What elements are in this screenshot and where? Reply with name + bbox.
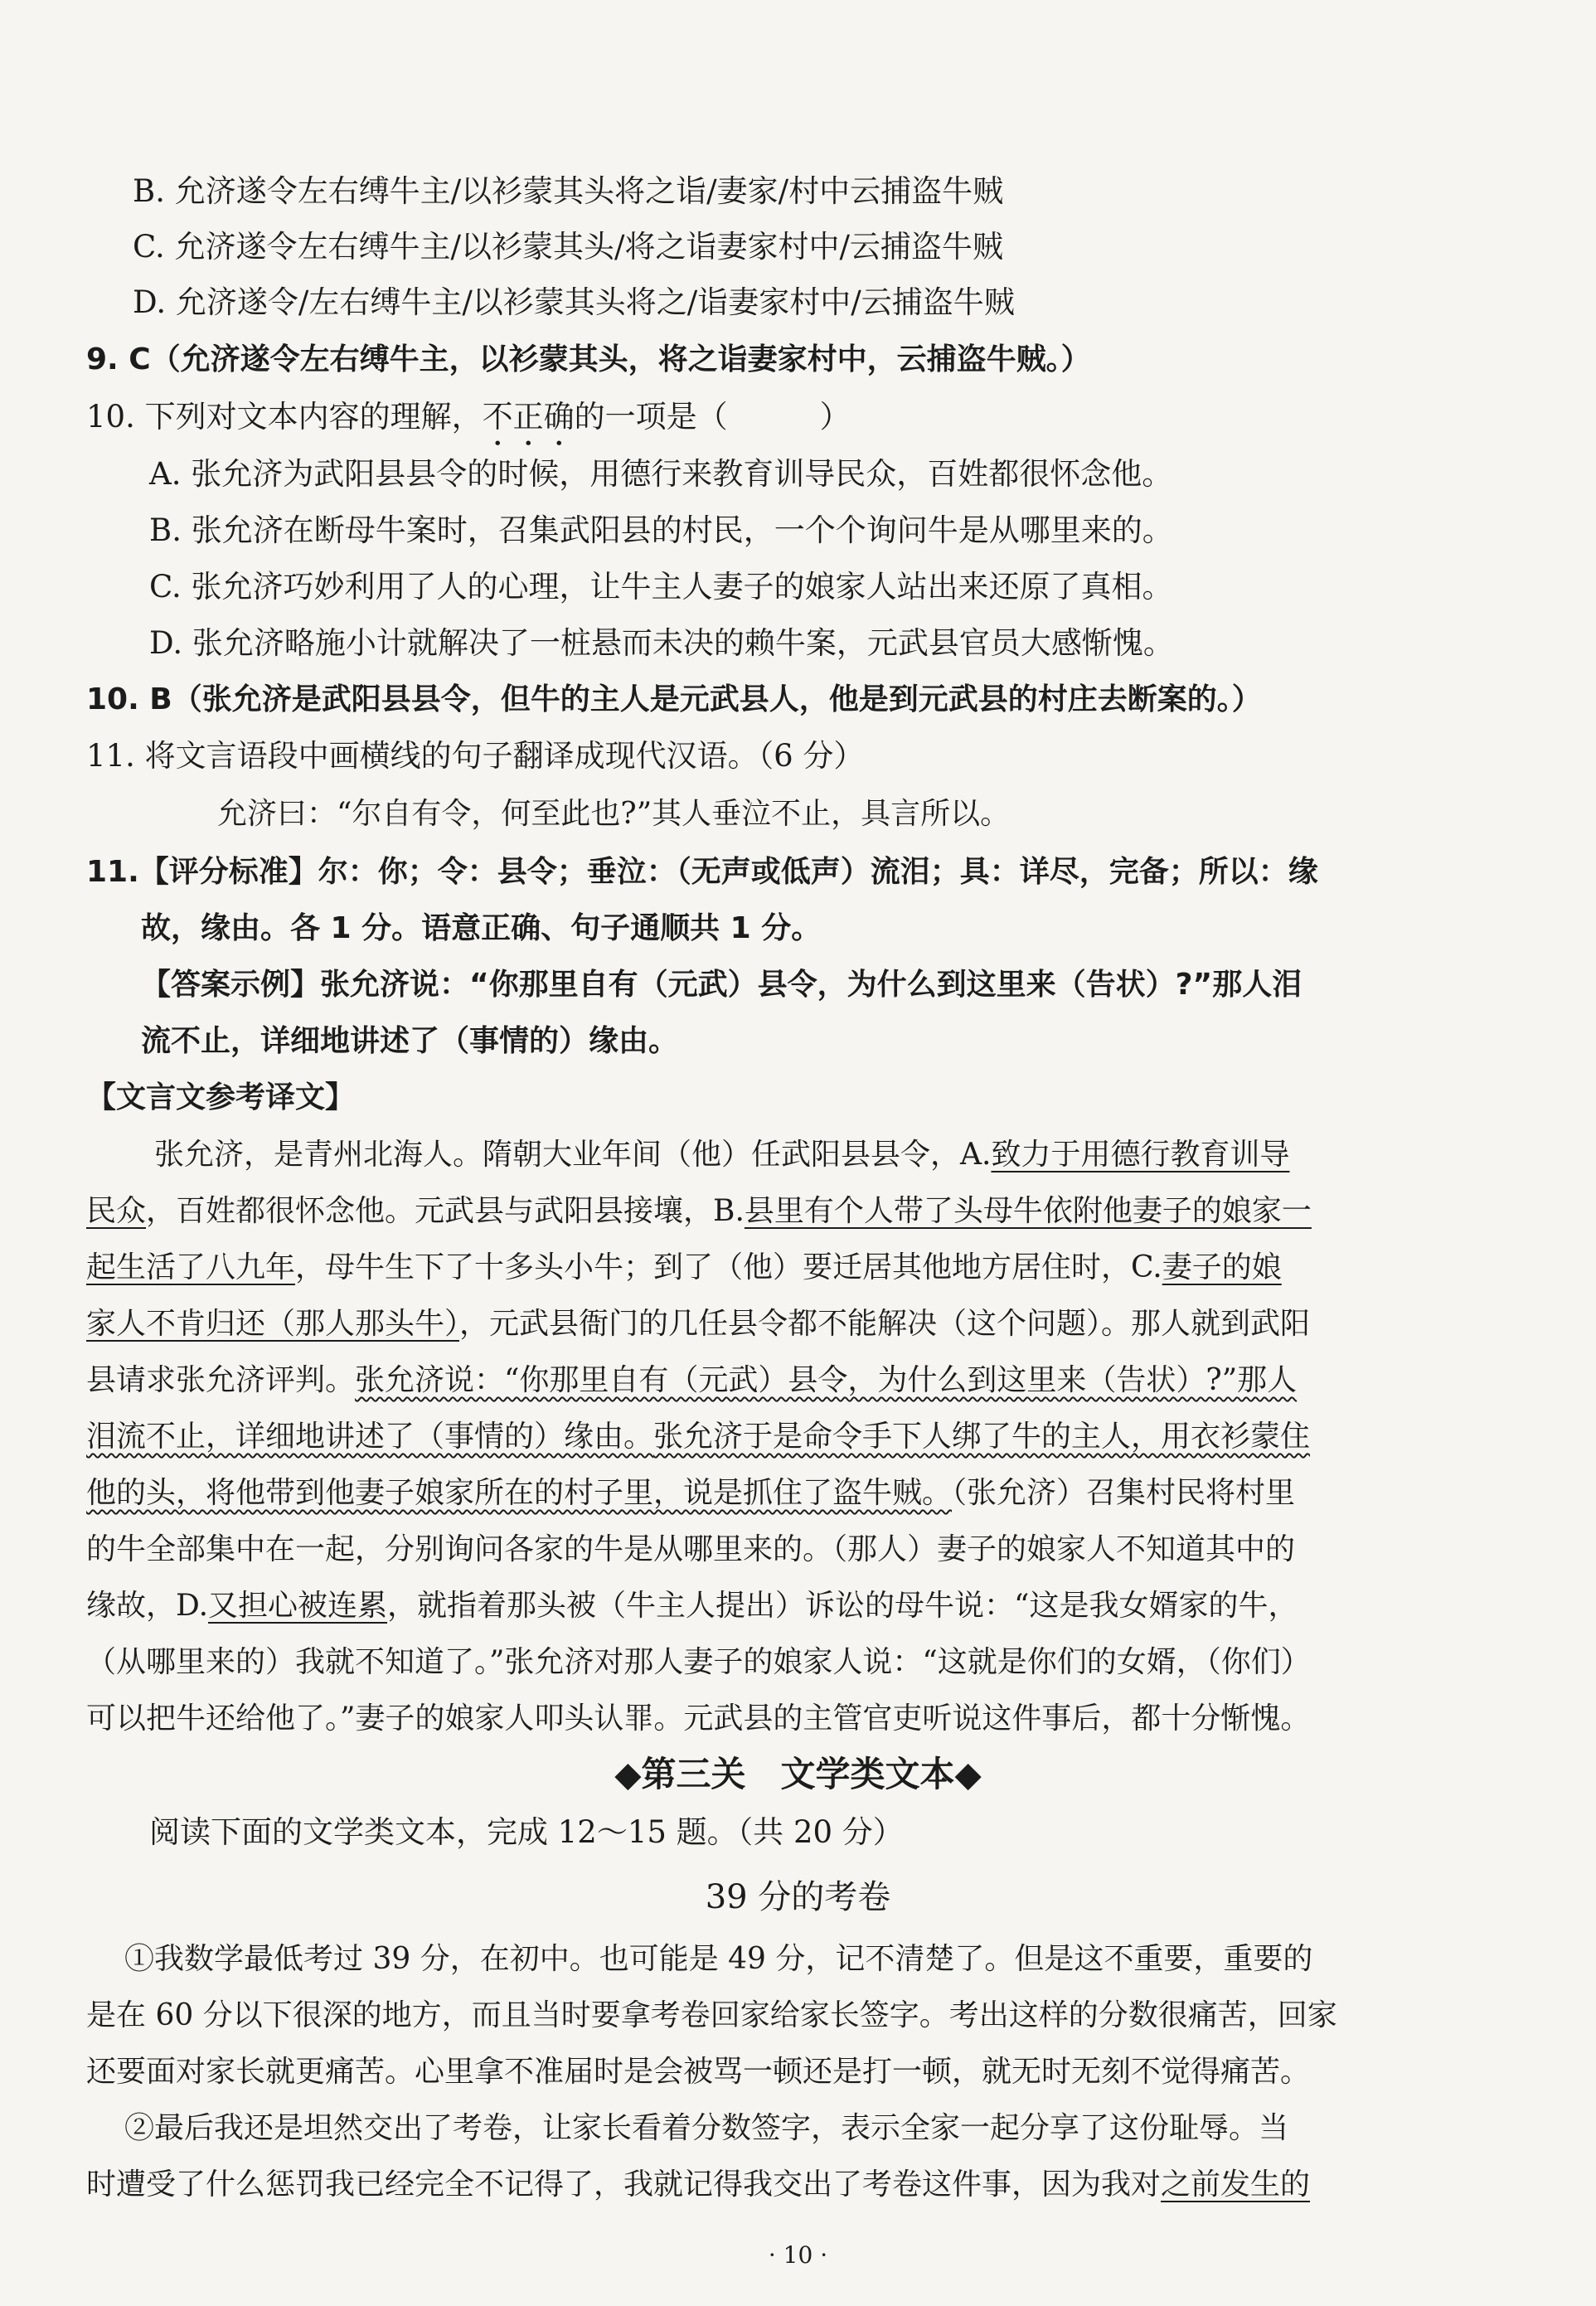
translation-line-11: 可以把牛还给他了。”妻子的娘家人叩头认罪。元武县的主管官吏听说这件事后，都十分惭愧。: [86, 1702, 1311, 1736]
translation-text: 缘故，D.: [86, 1589, 209, 1623]
translation-underline: 致力于用德行教育训导: [991, 1138, 1290, 1172]
page-number: · 10 ·: [768, 2241, 828, 2269]
q10-stem-post: 的一项是（ ）: [574, 399, 851, 434]
translation-underline: 妻子的娘: [1162, 1250, 1282, 1284]
translation-line-3: [86, 1243, 1282, 1293]
translation-line-6: [86, 1412, 1310, 1462]
article-underline: 之前发生的: [1161, 2168, 1311, 2202]
translation-underline: 家人不肯归还（那人那头牛）: [86, 1307, 460, 1341]
translation-line-4: [86, 1299, 1310, 1349]
translation-text: ，就指着那头被（牛主人提出）诉讼的母牛说：“这是我女婿家的牛，: [387, 1589, 1298, 1623]
article-p1-line-2: 是在 60 分以下很深的地方，而且当时要拿考卷回家给家长签字。考出这样的分数很痛苦，回家: [86, 1998, 1337, 2032]
translation-text: ，母牛生下了十多头小牛；到了（他）要迁居其他地方居住时，C.: [295, 1250, 1162, 1284]
article-p1-line-3: 还要面对家长就更痛苦。心里拿不准届时是会被骂一顿还是打一顿，就无时无刻不觉得痛苦。: [86, 2055, 1311, 2089]
q8-option-d: D. 允济遂令/左右缚牛主/以衫蒙其头将之/诣妻家村中/云捕盗牛贼: [133, 284, 1015, 320]
translation-underline: 起生活了八九年: [86, 1250, 296, 1284]
translation-wavy-underline: 张允济于是命令手下人绑了牛的主人，用衣衫蒙住: [653, 1420, 1311, 1454]
q10-option-a: A. 张允济为武阳县县令的时候，用德行来教育训导民众，百姓都很怀念他。: [149, 456, 1173, 492]
q11-sentence: 允济曰：“尔自有令，何至此也?”其人垂泣不止，具言所以。: [217, 797, 1011, 831]
article-p2-line-1: ②最后我还是坦然交出了考卷，让家长看着分数签字，表示全家一起分享了这份耻辱。当: [124, 2111, 1289, 2145]
article-p1-line-1: ①我数学最低考过 39 分，在初中。也可能是 49 分，记不清楚了。但是这不重要，重要的: [124, 1942, 1313, 1976]
translation-underline: 民众: [86, 1194, 147, 1228]
q10-option-b: B. 张允济在断母牛案时，召集武阳县的村民，一个个询问牛是从哪里来的。: [149, 512, 1173, 548]
article-title: 39 分的考卷: [705, 1878, 891, 1916]
translation-wavy-underline: 泪流不止，详细地讲述了（事情的）缘由。: [86, 1420, 654, 1454]
q8-option-b: B. 允济遂令左右缚牛主/以衫蒙其头将之诣/妻家/村中云捕盗牛贼: [133, 173, 1004, 209]
section-title: ◆第三关 文学类文本◆: [614, 1754, 982, 1794]
translation-line-5: [86, 1356, 1297, 1405]
answer-9: 9. C（允济遂令左右缚牛主，以衫蒙其头，将之诣妻家村中，云捕盗牛贼。）: [86, 342, 1091, 376]
translation-text: 县请求张允济评判。: [86, 1363, 356, 1397]
answer-11-line-2: 故，缘由。各 1 分。语意正确、句子通顺共 1 分。: [141, 911, 822, 945]
translation-heading: 【文言文参考译文】: [86, 1080, 356, 1114]
answer-11-line-4: 流不止，详细地讲述了（事情的）缘由。: [141, 1024, 679, 1058]
q10-option-d: D. 张允济略施小计就解决了一桩悬而未决的赖牛案，元武县官员大感惭愧。: [149, 625, 1174, 661]
translation-underline: 又担心被连累: [208, 1589, 388, 1623]
translation-line-1: [124, 1130, 1289, 1180]
q8-option-c: C. 允济遂令左右缚牛主/以衫蒙其头/将之诣妻家村中/云捕盗牛贼: [133, 229, 1003, 265]
q10-stem-pre: 10. 下列对文本内容的理解，: [86, 399, 483, 434]
q11-stem: 11. 将文言语段中画横线的句子翻译成现代汉语。（6 分）: [86, 738, 865, 774]
q10-option-c: C. 张允济巧妙利用了人的心理，让牛主人妻子的娘家人站出来还原了真相。: [149, 569, 1173, 604]
translation-text: 张允济，是青州北海人。隋朝大业年间（他）任武阳县县令，A.: [124, 1138, 992, 1172]
answer-11-line-3: 【答案示例】张允济说：“你那里自有（元武）县令，为什么到这里来（告状）?”那人泪: [141, 968, 1303, 1002]
answer-10: 10. B（张允济是武阳县县令，但牛的主人是元武县人，他是到元武县的村庄去断案的。）: [86, 682, 1262, 716]
q10-stem-emphasis: 不正确: [482, 399, 575, 434]
translation-wavy-underline: 他的头，将他带到他妻子娘家所在的村子里，说是抓住了盗牛贼。: [86, 1476, 953, 1510]
translation-text: ，元武县衙门的几任县令都不能解决（这个问题）。那人就到武阳: [459, 1307, 1311, 1341]
article-p2-line-2: [86, 2160, 1310, 2210]
translation-line-2: [86, 1187, 1312, 1236]
translation-wavy-underline: 张允济说：“你那里自有（元武）县令，为什么到这里来（告状）?”那人: [355, 1363, 1298, 1397]
translation-text: ，百姓都很怀念他。元武县与武阳县接壤，B.: [146, 1194, 745, 1228]
translation-underline: 县里有个人带了头母牛依附他妻子的娘家一: [744, 1194, 1312, 1228]
translation-line-7: [86, 1469, 1295, 1518]
translation-line-10: （从哪里来的）我就不知道了。”张允济对那人妻子的娘家人说：“这就是你们的女婿，（你们）: [86, 1645, 1311, 1679]
section-instruction: 阅读下面的文学类文本，完成 12～15 题。（共 20 分）: [149, 1814, 904, 1850]
translation-text: （张允济）召集村民将村里: [952, 1476, 1296, 1510]
answer-11-line-1: 11.【评分标准】尔：你；令：县令；垂泣：（无声或低声）流泪；具：详尽，完备；所以：缘: [86, 855, 1318, 889]
translation-line-8: 的牛全部集中在一起，分别询问各家的牛是从哪里来的。（那人）妻子的娘家人不知道其中的: [86, 1532, 1296, 1566]
translation-line-9: [86, 1581, 1298, 1631]
q10-stem: [86, 392, 851, 453]
article-text: 时遭受了什么惩罚我已经完全不记得了，我就记得我交出了考卷这件事，因为我对: [86, 2168, 1162, 2202]
